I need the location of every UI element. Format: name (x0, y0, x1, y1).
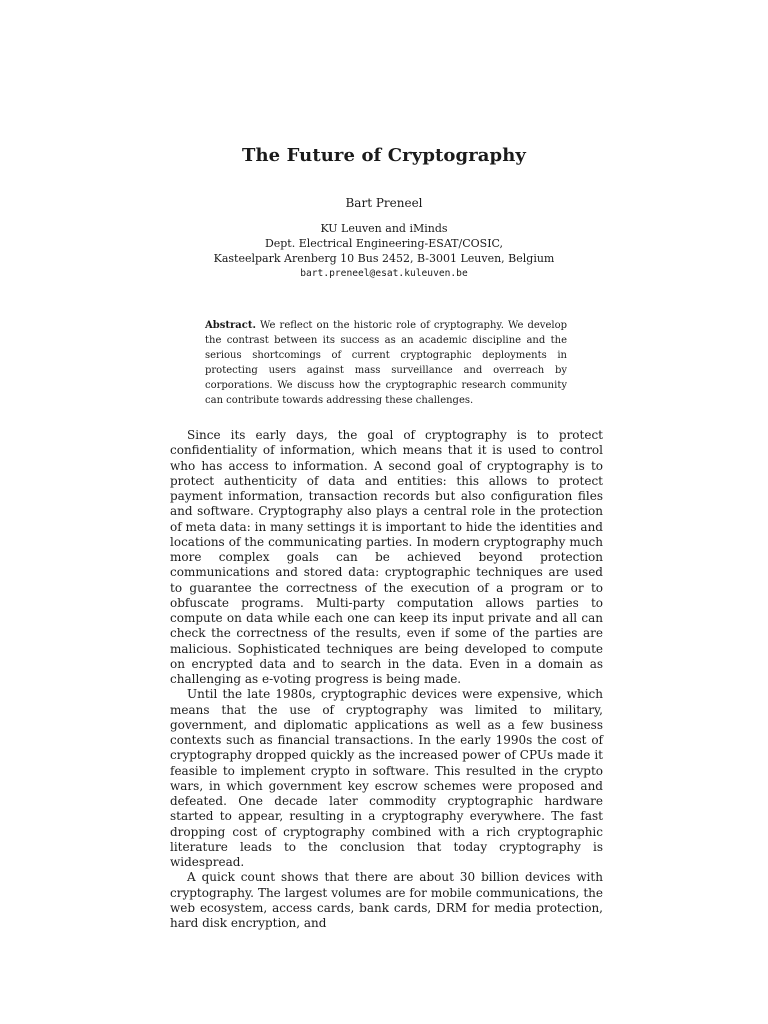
author-email: bart.preneel@esat.kuleuven.be (300, 268, 468, 279)
affiliation-department: Dept. Electrical Engineering-ESAT/COSIC, (264, 237, 504, 250)
body-text (170, 428, 603, 931)
affiliation-institution: KU Leuven and iMinds (320, 222, 448, 235)
body-paragraph: A quick count shows that there are about 30 billion devices with cryptography. The largest volumes are for mobile communications, the web ecosystem, access cards, bank cards, DRM for media protection, hard disk encryption, and (170, 870, 603, 930)
body-paragraph: Until the late 1980s, cryptographic devices were expensive, which means that the use of cryptography was limited to military, government, and diplomatic applications as well as a few business contexts such as financial transactions. In the early 1990s the cost of cryptography dropped quickly as the increased power of CPUs made it feasible to implement crypto in software. This resulted in the crypto wars, in which government key escrow schemes were proposed and defeated. One decade later commodity cryptographic hardware started to appear, resulting in a cryptography everywhere. The fast dropping cost of cryptography combined with a rich cryptographic literature leads to the conclusion that today cryptography is widespread. (170, 687, 603, 869)
abstract (205, 318, 567, 408)
body-paragraph: Since its early days, the goal of cryptography is to protect confidentiality of information, which means that it is used to control who has access to information. A second goal of cryptography is to protect authenticity of data and entities: this allows to protect payment information, transaction records but also configuration files and software. Cryptography also plays a central role in the protection of meta data: in many settings it is important to hide the identities and locations of the communicating parties. In modern cryptography much more complex goals can be achieved beyond protection communications and stored data: cryptographic techniques are used to guarantee the correctness of the execution of a program or to obfuscate programs. Multi-party computation allows parties to compute on data while each one can keep its input private and all can check the correctness of the results, even if some of the parties are malicious. Sophisticated techniques are being developed to compute on encrypted data and to search in the data. Even in a domain as challenging as e-voting progress is being made. (170, 428, 603, 686)
author-affiliation (0, 221, 768, 281)
paper-title: The Future of Cryptography (241, 145, 526, 166)
author-name: Bart Preneel (345, 196, 423, 210)
abstract-label: Abstract. (205, 320, 256, 331)
abstract-text: We reflect on the historic role of cryptography. We develop the contrast between its success as an academic discipline and the serious shortcomings of current cryptographic deployments in protecting users against mass surveillance and overreach by corporations. We discuss how the cryptographic research community can contribute towards addressing these challenges. (205, 320, 567, 406)
affiliation-address: Kasteelpark Arenberg 10 Bus 2452, B-3001 Leuven, Belgium (213, 252, 555, 265)
